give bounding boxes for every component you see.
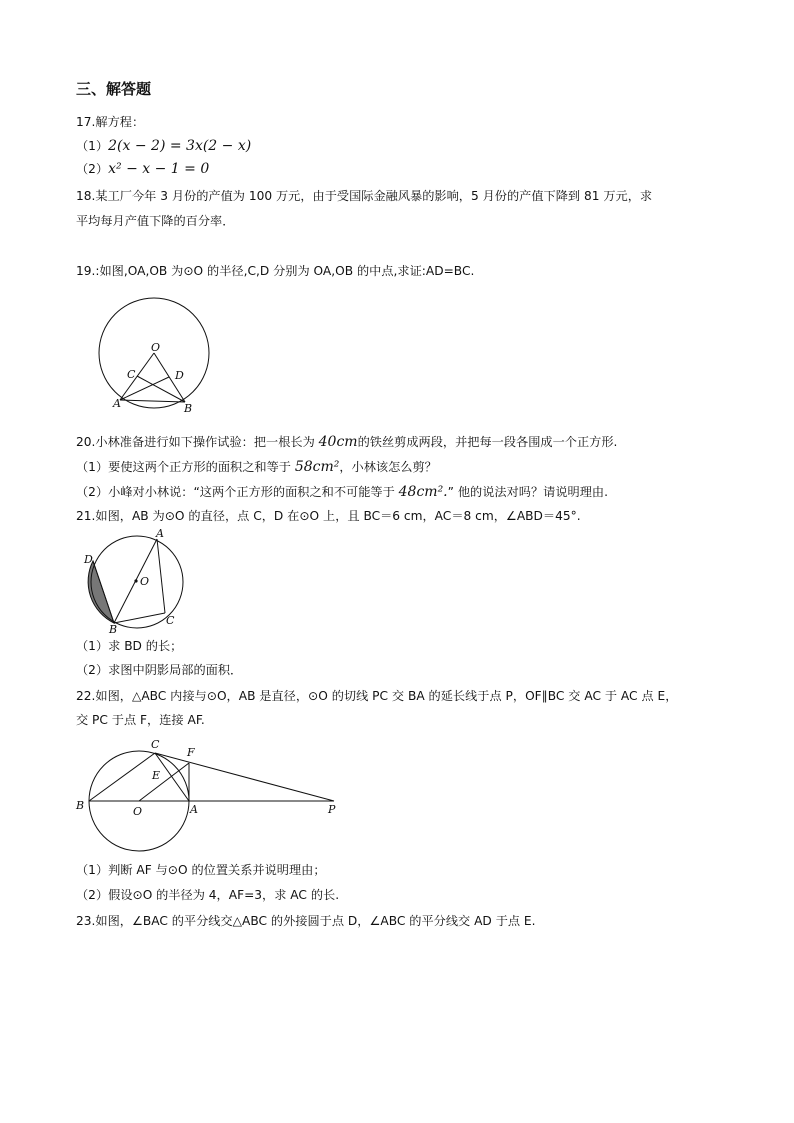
q21-figure <box>80 528 192 636</box>
q17-stem: 17.解方程： <box>76 115 145 129</box>
q17-part2-equation: x² − x − 1 = 0 <box>108 161 210 177</box>
q20-line1 <box>76 433 617 451</box>
q22-label-E: E <box>152 769 161 782</box>
q17-part1-equation: 2(x − 2) = 3x(2 − x) <box>108 138 252 154</box>
q21-center-point <box>134 579 137 582</box>
q19-label-D: D <box>175 369 184 382</box>
q20-part1 <box>76 458 437 476</box>
q17-part1 <box>76 137 251 155</box>
q19-label-O: O <box>151 341 161 354</box>
q22-line1: 22.如图，△ABC 内接与⊙O，AB 是直径，⊙O 的切线 PC 交 BA 的延长线于点 P，OF∥BC 交 AC 于 AC 点 E， <box>76 689 678 703</box>
q20-part2-math: 48cm². <box>398 484 448 500</box>
section-title: 三、解答题 <box>76 80 152 98</box>
q22-figure <box>72 735 347 857</box>
q20-line1-text-a: 20.小林准备进行如下操作试验：把一根长为 <box>76 435 319 449</box>
q18-line1: 18.某工厂今年 3 月份的产值为 100 万元，由于受国际金融风暴的影响，5 月份的产值下降到 81 万元，求 <box>76 189 653 203</box>
q19-label-A: A <box>113 397 121 410</box>
q20-line1-text-b: 的铁丝剪成两段，并把每一段各围成一个正方形. <box>357 435 618 449</box>
q22-label-A: A <box>190 803 198 816</box>
q22-label-B: B <box>76 799 85 812</box>
q21-stem: 21.如图，AB 为⊙O 的直径，点 C，D 在⊙O 上，且 BC＝6 cm，AC＝8 cm，∠ABD＝45°. <box>76 509 581 523</box>
q22-segment-OF <box>139 763 189 801</box>
q21-label-O: O <box>140 575 150 588</box>
q22-part1: （1）判断 AF 与⊙O 的位置关系并说明理由； <box>76 863 326 877</box>
q21-label-D: D <box>84 553 93 566</box>
q20-part1-math: 58cm² <box>294 459 340 475</box>
q19-figure <box>95 295 215 417</box>
q22-label-C: C <box>151 738 160 751</box>
q20-part2 <box>76 483 608 501</box>
q20-line1-math: 40cm <box>318 434 358 450</box>
q19-stem: 19.:如图,OA,OB 为⊙O 的半径,C,D 分别为 OA,OB 的中点,求证:AD=BC. <box>76 264 475 278</box>
q22-label-O: O <box>133 805 143 818</box>
q21-label-C: C <box>166 614 175 627</box>
q17-part2 <box>76 160 209 178</box>
q21-segment-BC <box>114 613 165 623</box>
q19-label-C: C <box>127 368 136 381</box>
q19-label-B: B <box>184 402 193 415</box>
q17-part1-number: （1） <box>76 139 109 153</box>
q20-part1-text-a: （1）要使这两个正方形的面积之和等于 <box>76 460 295 474</box>
q21-label-A: A <box>156 528 164 540</box>
q22-part2: （2）假设⊙O 的半径为 4，AF=3，求 AC 的长. <box>76 888 340 902</box>
q21-segment-AC <box>157 539 165 613</box>
q19-segment-AB <box>120 400 185 402</box>
q20-part2-text-a: （2）小峰对小林说：“这两个正方形的面积之和不可能等于 <box>76 485 399 499</box>
q22-line2: 交 PC 于点 F，连接 AF. <box>76 713 205 727</box>
q21-label-B: B <box>109 623 118 636</box>
q22-segment-BC <box>89 753 155 801</box>
q17-part2-number: （2） <box>76 162 109 176</box>
q22-segment-CP <box>155 753 334 801</box>
q20-part2-text-b: ” 他的说法对吗？请说明理由. <box>447 485 608 499</box>
q18-line2: 平均每月产值下降的百分率． <box>76 214 235 228</box>
q21-part2: （2）求图中阴影局部的面积． <box>76 663 243 677</box>
q21-part1: （1）求 BD 的长； <box>76 639 183 653</box>
q20-part1-text-b: ，小林该怎么剪？ <box>339 460 437 474</box>
q22-segment-AC <box>155 753 189 801</box>
q23-stem: 23.如图，∠BAC 的平分线交△ABC 的外接圆于点 D，∠ABC 的平分线交 AD 于点 E. <box>76 914 536 928</box>
q22-label-F: F <box>187 746 195 759</box>
q22-label-P: P <box>328 803 336 816</box>
